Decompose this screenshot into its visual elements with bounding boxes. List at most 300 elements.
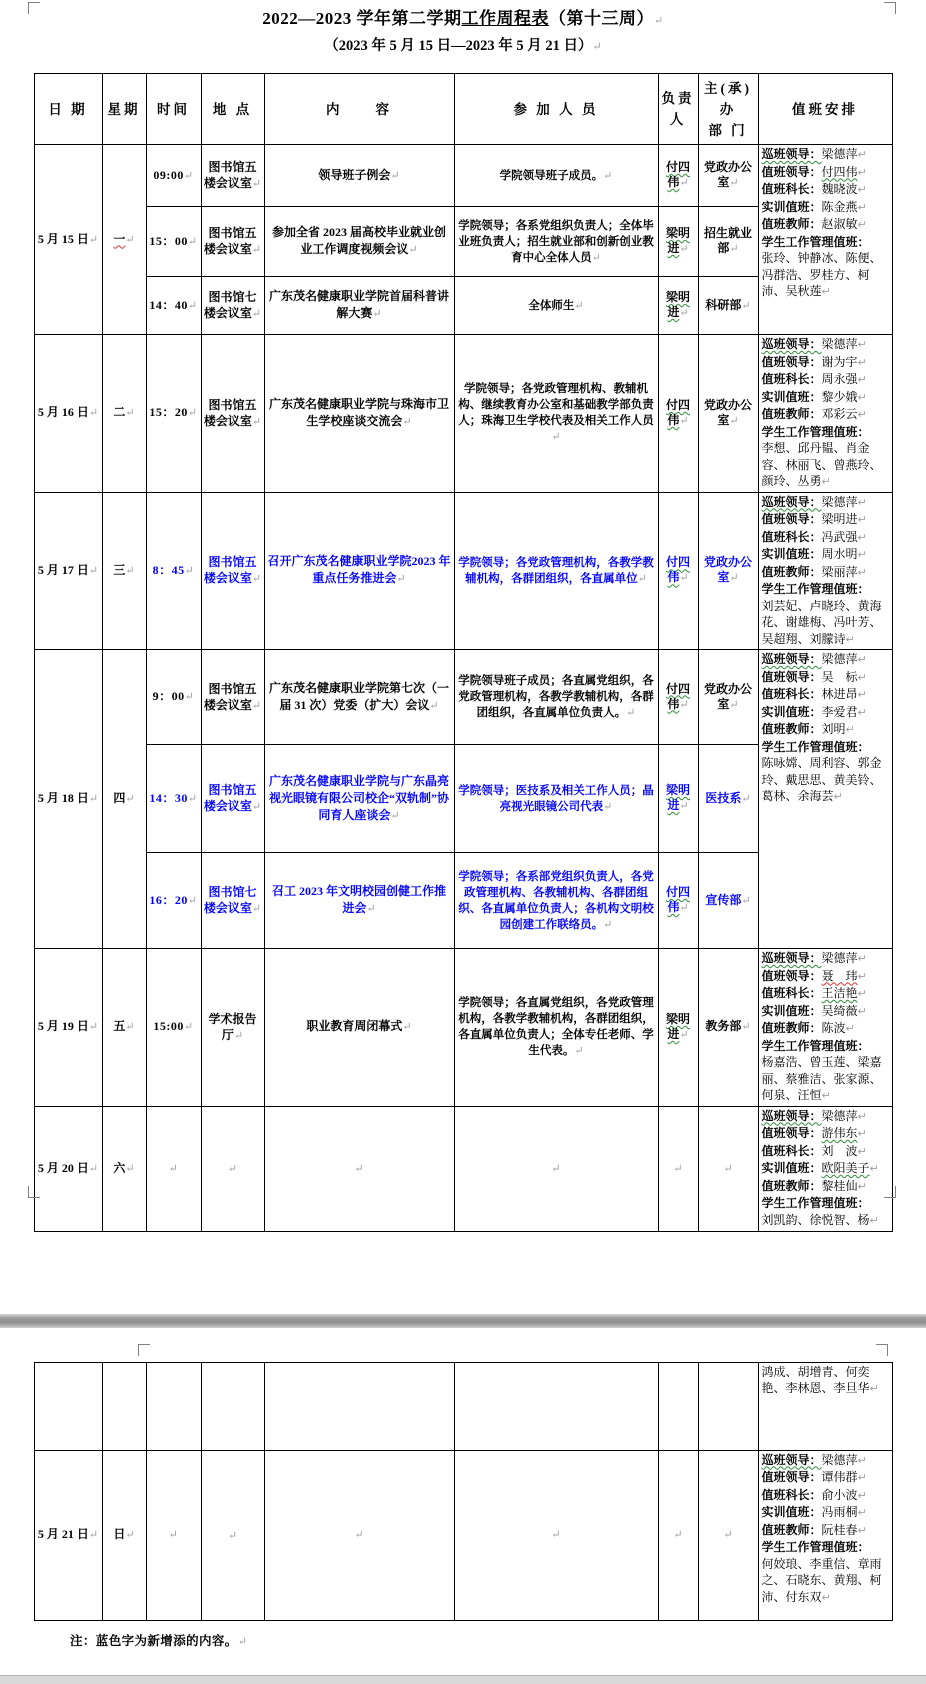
cell-weekday: [102, 1450, 146, 1620]
pilcrow-mark: ↵: [833, 790, 843, 803]
charge-text: 付四伟: [665, 885, 690, 914]
weekday-text: 六: [113, 1160, 126, 1175]
pilcrow-mark: ↵: [574, 299, 584, 312]
pilcrow-mark: ↵: [88, 233, 99, 246]
cell-time: [146, 1106, 201, 1231]
duty-section-chief-label: 值班科长：: [761, 1487, 822, 1502]
pilcrow-mark: ↵: [187, 792, 198, 805]
weekday-text: 四: [113, 791, 126, 805]
duty-patrol-leader-label: 巡班领导：: [761, 652, 822, 666]
pilcrow-mark: ↵: [729, 243, 739, 255]
duty-student-names: 何姣琅、李重信、章雨之、石晓东、黄翔、柯沛、付东双↵: [761, 1556, 882, 1604]
place-text: 图书馆五楼会议室: [203, 681, 257, 712]
date-text: 5 月 20 日: [37, 1160, 89, 1175]
pilcrow-mark: ↵: [125, 233, 135, 246]
col-header-duty: 值班安排: [758, 74, 892, 145]
time-text: 14：40: [149, 297, 188, 312]
duty-student-management: [762, 234, 890, 251]
cell-time: [146, 1362, 201, 1450]
duty-section-chief-name: 王洁艳: [821, 986, 858, 1000]
cell-place: [201, 1106, 264, 1231]
table-row: [34, 492, 892, 650]
window-footer-bar: [0, 1675, 926, 1684]
duty-student-management-label: 学生工作管理值班：: [761, 1196, 870, 1210]
col-header-content: 内 容: [264, 74, 454, 145]
pilcrow-mark: ↵: [88, 564, 99, 577]
pilcrow-mark: ↵: [857, 338, 867, 351]
cell-date: [34, 335, 102, 493]
cell-place: [201, 949, 264, 1107]
duty-teacher: [762, 406, 890, 424]
pilcrow-mark: ↵: [857, 1506, 867, 1519]
duty-shift-leader: [762, 968, 890, 986]
subtitle-text: （2023 年 5 月 15 日—2023 年 5 月 21 日）: [324, 38, 593, 54]
duty-patrol-leader-name: 梁德萍: [821, 494, 858, 509]
duty-teacher-name: 刘明: [821, 722, 846, 736]
duty-student-management-label: 学生工作管理值班：: [761, 234, 870, 249]
date-text: 5 月 19 日: [37, 1019, 89, 1034]
duty-shift-leader-name: 吴 标: [821, 669, 858, 684]
cell-charge: [658, 1362, 698, 1450]
cell-department: [698, 145, 758, 207]
pilcrow-mark: ↵: [857, 565, 867, 579]
pilcrow-mark: ↵: [857, 218, 867, 231]
pilcrow-mark: ↵: [857, 183, 867, 196]
pilcrow-mark: ↵: [237, 1635, 248, 1648]
time-text: ↵: [168, 1529, 179, 1541]
weekly-schedule-table-continued: [34, 1362, 893, 1621]
pilcrow-mark: ↵: [187, 894, 198, 907]
duty-training: [762, 389, 890, 407]
cell-place: [201, 492, 264, 650]
cell-time: [146, 1450, 201, 1620]
col-header-date: 日 期: [34, 74, 102, 145]
duty-teacher-label: 值班教师：: [761, 1522, 822, 1537]
place-text: 图书馆五楼会议室: [203, 397, 257, 428]
duty-student-management-label: 学生工作管理值班：: [761, 1540, 870, 1554]
duty-patrol-leader-name: 梁德萍: [821, 1452, 858, 1467]
crop-mark-bottom-right: [884, 1186, 896, 1198]
pilcrow-mark: ↵: [857, 1109, 867, 1123]
place-text: ↵: [227, 1529, 238, 1542]
duty-training-label: 实训值班：: [761, 1003, 822, 1018]
cell-place: [201, 207, 264, 277]
pilcrow-mark: ↵: [429, 699, 439, 712]
department-text: ↵: [723, 1529, 733, 1541]
place-text: 学术报告厅: [208, 1011, 257, 1042]
duty-section-chief-label: 值班科长：: [761, 372, 822, 386]
duty-shift-leader: [762, 164, 890, 182]
date-text: 5 月 15 日: [37, 231, 89, 246]
duty-teacher-name: 黎桂仙: [821, 1178, 858, 1193]
pilcrow-mark: ↵: [251, 801, 262, 813]
place-text: 图书馆五楼会议室: [203, 783, 257, 813]
cell-participants: [454, 207, 658, 277]
pilcrow-mark: ↵: [857, 495, 867, 509]
pilcrow-mark: ↵: [679, 572, 689, 585]
pilcrow-mark: ↵: [857, 148, 867, 161]
pilcrow-mark: ↵: [187, 407, 198, 420]
participants-text: 学院领导；各系党组织负责人；全体毕业班负责人；招生就业部和创新创业教育中心全体人员: [458, 219, 654, 264]
table-row: [34, 1362, 892, 1450]
table-header: [34, 74, 892, 145]
cell-charge: [658, 207, 698, 277]
cell-charge: [658, 949, 698, 1107]
duty-patrol-leader-label: 巡班领导：: [761, 951, 822, 965]
content-text: 广东茂名健康职业学院第七次（一届 31 次）党委（扩大）会议: [268, 680, 449, 712]
cell-charge: [658, 1450, 698, 1620]
duty-section-chief: [762, 181, 890, 199]
pilcrow-mark: ↵: [366, 903, 376, 915]
duty-teacher: [762, 1020, 890, 1038]
duty-section-chief: [762, 1487, 890, 1505]
table-row: [34, 1450, 892, 1620]
duty-student-management: [762, 581, 890, 598]
duty-student-names: 刘芸妃、卢晓玲、黄海花、谢雄梅、冯叶芳、吴超翔、刘朦诗↵: [761, 598, 882, 646]
duty-training: [762, 1504, 890, 1522]
pilcrow-mark: ↵: [857, 513, 867, 526]
table-body: [34, 145, 892, 1232]
page-bottom-margin: [0, 1232, 926, 1292]
duty-teacher-name: 陈波: [821, 1021, 846, 1035]
duty-section-chief-name: 冯武强: [821, 529, 858, 544]
duty-training: [762, 1160, 890, 1178]
charge-text: 梁明进: [665, 783, 690, 812]
duty-teacher-label: 值班教师：: [761, 1178, 822, 1193]
cell-department: [698, 1106, 758, 1231]
page-subtitle: [0, 34, 926, 59]
duty-teacher-label: 值班教师：: [761, 217, 822, 231]
cell-duty-arrangement: [758, 1362, 892, 1450]
duty-shift-leader-label: 值班领导：: [761, 354, 822, 369]
duty-teacher-label: 值班教师：: [761, 407, 822, 421]
duty-student-names: 张玲、钟静冰、陈便、冯群浩、罗桂方、柯沛、吴秋莲↵: [761, 251, 882, 298]
pilcrow-mark: ↵: [869, 1162, 879, 1175]
pilcrow-mark: ↵: [574, 1045, 584, 1058]
pilcrow-mark: ↵: [88, 1529, 99, 1541]
cell-place: [201, 745, 264, 853]
pilcrow-mark: ↵: [187, 299, 198, 312]
cell-department: [698, 745, 758, 853]
duty-section-chief-label: 值班科长：: [761, 529, 822, 544]
place-text: 图书馆五楼会议室: [203, 555, 257, 586]
table-row: [34, 650, 892, 745]
cell-duty-arrangement: [758, 949, 892, 1107]
pilcrow-mark: ↵: [679, 177, 689, 189]
duty-training-label: 实训值班：: [761, 199, 822, 214]
footnote: [70, 1631, 926, 1649]
pilcrow-mark: ↵: [845, 1022, 855, 1035]
pilcrow-mark: ↵: [603, 800, 613, 813]
cell-content: [264, 207, 454, 277]
pilcrow-mark: ↵: [857, 670, 867, 684]
pilcrow-mark: ↵: [88, 793, 99, 805]
duty-section-chief-label: 值班科长：: [761, 1143, 822, 1158]
crop-mark-bottom-left: [28, 1186, 40, 1198]
cell-weekday: [102, 335, 146, 493]
pilcrow-mark: ↵: [857, 705, 867, 719]
cell-content: [264, 853, 454, 949]
duty-section-chief-name: 周永强: [821, 372, 858, 386]
duty-teacher-label: 值班教师：: [761, 564, 822, 579]
pilcrow-mark: ↵: [857, 390, 867, 404]
cell-time: [146, 492, 201, 650]
department-text: 医技系: [705, 790, 742, 805]
participants-text: 学院领导；医技系及相关工作人员；晶亮视光眼镜公司代表: [458, 784, 654, 813]
cell-time: [146, 335, 201, 493]
charge-text: 梁明进: [665, 1011, 690, 1041]
weekday-text: 五: [113, 1019, 126, 1034]
cell-content: [264, 1106, 454, 1231]
cell-date: [34, 650, 102, 949]
cell-participants: [454, 1450, 658, 1620]
time-text: 15：20: [149, 405, 188, 420]
pilcrow-mark: ↵: [857, 408, 867, 421]
cell-charge: [658, 335, 698, 493]
duty-student-names: 刘凯韵、徐悦智、杨↵: [761, 1212, 879, 1227]
duty-training: [762, 704, 890, 722]
pilcrow-mark: ↵: [857, 653, 867, 666]
time-text: 09:00: [153, 167, 184, 182]
pilcrow-mark: ↵: [408, 244, 418, 256]
duty-student-names: 杨嘉浩、曾玉莲、梁嘉丽、蔡雅洁、张家源、何泉、汪恒↵: [761, 1055, 882, 1102]
duty-section-chief: [762, 985, 890, 1003]
cell-duty-arrangement: [758, 492, 892, 650]
pilcrow-mark: ↵: [125, 793, 135, 805]
cell-time: [146, 650, 201, 745]
duty-student-management-label: 学生工作管理值班：: [761, 739, 870, 754]
cell-participants: [454, 277, 658, 335]
cell-participants: [454, 853, 658, 949]
cell-participants: [454, 1362, 658, 1450]
duty-student-management: [762, 1038, 890, 1055]
department-text: 党政办公室: [703, 681, 752, 711]
pilcrow-mark: ↵: [821, 1590, 831, 1604]
page-break-separator: [0, 1314, 926, 1328]
duty-shift-leader-name: 谢为宇: [821, 354, 858, 369]
duty-training-name: 陈金燕: [821, 199, 858, 214]
cell-department: [698, 853, 758, 949]
duty-training-name: 周水明: [821, 547, 858, 561]
weekday-text: 日: [113, 1527, 126, 1541]
cell-charge: [658, 853, 698, 949]
pilcrow-mark: ↵: [679, 698, 689, 711]
table-row: [34, 335, 892, 493]
pilcrow-mark: ↵: [679, 243, 689, 255]
cell-participants: [454, 650, 658, 745]
duty-teacher-label: 值班教师：: [761, 722, 822, 736]
participants-text: 学院领导；各党政管理机构，各教学教辅机构，各群团组织，各直属单位: [458, 556, 654, 585]
crop-mark-top-right-2: [876, 1344, 888, 1356]
place-text: 图书馆五楼会议室: [203, 160, 257, 190]
duty-shift-leader: [762, 511, 890, 529]
duty-section-chief: [762, 371, 890, 389]
pilcrow-mark: ↵: [184, 691, 195, 703]
charge-line-2: 人: [669, 112, 687, 127]
table-row: [34, 949, 892, 1107]
pilcrow-mark: ↵: [857, 1179, 867, 1193]
crop-mark-top-left: [28, 2, 40, 14]
pilcrow-mark: ↵: [857, 952, 867, 965]
duty-shift-leader: [762, 354, 890, 372]
duty-shift-leader-label: 值班领导：: [761, 512, 822, 526]
title-tail: （第十三周）: [549, 9, 655, 28]
duty-training-name: 欧阳美子: [821, 1161, 870, 1175]
pilcrow-mark: ↵: [679, 307, 689, 319]
duty-teacher-name: 阮桂春: [821, 1522, 858, 1537]
duty-patrol-leader: [762, 1108, 890, 1126]
pilcrow-mark: ↵: [402, 415, 412, 428]
duty-section-chief: [762, 686, 890, 704]
duty-shift-leader-label: 值班领导：: [761, 669, 822, 684]
pilcrow-mark: ↵: [592, 41, 602, 53]
pilcrow-mark: ↵: [869, 1382, 879, 1395]
cell-department: [698, 650, 758, 745]
pilcrow-mark: ↵: [125, 1021, 135, 1034]
department-text: 党政办公室: [703, 397, 752, 427]
content-text: 广东茂名健康职业学院与珠海市卫生学校座谈交流会: [268, 396, 449, 428]
table-row: [34, 1106, 892, 1231]
department-text: 招生就业部: [703, 226, 752, 255]
date-text: 5 月 17 日: [37, 562, 89, 577]
duty-training: [762, 199, 890, 217]
charge-text: 梁明进: [665, 226, 690, 255]
duty-patrol-leader-name: 梁德萍: [821, 337, 858, 351]
charge-text: 付四伟: [665, 160, 690, 189]
duty-section-chief-label: 值班科长：: [761, 986, 822, 1000]
col-header-place: 地 点: [201, 74, 264, 145]
duty-patrol-leader-name: 梁德萍: [821, 1108, 858, 1123]
cell-place: [201, 650, 264, 745]
col-header-charge: [658, 74, 698, 145]
duty-student-management-label: 学生工作管理值班：: [761, 424, 870, 439]
cell-time: [146, 277, 201, 335]
pilcrow-mark: ↵: [88, 1162, 99, 1175]
pilcrow-mark: ↵: [251, 903, 262, 915]
duty-student-management-label: 学生工作管理值班：: [761, 582, 870, 596]
pilcrow-mark: ↵: [233, 1029, 244, 1042]
duty-training-name: 李爱君: [821, 704, 858, 719]
cell-participants: [454, 335, 658, 493]
charge-text: 付四伟: [665, 681, 690, 711]
duty-patrol-leader-label: 巡班领导：: [761, 1108, 822, 1123]
pilcrow-mark: ↵: [551, 431, 561, 444]
cell-date: [34, 1106, 102, 1231]
crop-mark-top-right: [884, 2, 896, 14]
pilcrow-mark: ↵: [679, 414, 689, 427]
pilcrow-mark: ↵: [741, 1021, 751, 1034]
pilcrow-mark: ↵: [845, 723, 855, 736]
duty-training-name: 吴绮薇: [821, 1003, 858, 1018]
cell-duty-arrangement: [758, 1106, 892, 1231]
pilcrow-mark: ↵: [251, 308, 262, 320]
pilcrow-mark: ↵: [729, 698, 739, 711]
pilcrow-mark: ↵: [187, 235, 198, 248]
duty-teacher: [762, 1522, 890, 1540]
cell-weekday: [102, 650, 146, 949]
content-text: 广东茂名健康职业学院首届科普讲解大赛: [268, 289, 449, 320]
pilcrow-mark: ↵: [741, 792, 751, 805]
content-text: ↵: [354, 1529, 364, 1541]
title-underlined: 工作周程表: [461, 9, 550, 28]
pilcrow-mark: ↵: [857, 969, 867, 983]
charge-line-1: 负责: [661, 91, 695, 106]
duty-shift-leader-label: 值班领导：: [761, 1470, 822, 1484]
place-text: 图书馆七楼会议室: [203, 885, 257, 915]
duty-training-label: 实训值班：: [761, 389, 822, 404]
duty-training: [762, 1003, 890, 1021]
col-header-weekday: 星期: [102, 74, 146, 145]
pilcrow-mark: ↵: [729, 414, 739, 427]
footnote-text: 注：蓝色字为新增添的内容。: [70, 1633, 238, 1648]
time-text: ↵: [168, 1162, 179, 1175]
pilcrow-mark: ↵: [396, 573, 406, 586]
pilcrow-mark: ↵: [857, 1523, 867, 1537]
duty-section-chief-name: 魏晓波: [821, 182, 858, 196]
pilcrow-mark: ↵: [857, 1488, 867, 1502]
pilcrow-mark: ↵: [741, 299, 751, 312]
duty-teacher: [762, 216, 890, 234]
cell-content: [264, 949, 454, 1107]
pilcrow-mark: ↵: [603, 169, 613, 182]
cell-content: [264, 335, 454, 493]
content-text: 召工 2023 年文明校园创健工作推进会: [271, 884, 446, 915]
cell-department: [698, 207, 758, 277]
time-text: 15:00: [153, 1019, 184, 1034]
duty-training-label: 实训值班：: [761, 1505, 822, 1519]
time-text: 9：00: [152, 689, 185, 703]
duty-patrol-leader: [762, 1452, 890, 1470]
duty-section-chief-name: 俞小波: [821, 1487, 858, 1502]
cell-content: [264, 145, 454, 207]
pilcrow-mark: ↵: [251, 415, 262, 428]
pilcrow-mark: ↵: [88, 407, 99, 420]
pilcrow-mark: ↵: [591, 251, 601, 264]
cell-department: [698, 492, 758, 650]
content-text: 参加全省 2023 届高校毕业就业创业工作调度视频会议: [271, 225, 446, 256]
dept-line-2: 部 门: [708, 122, 748, 138]
cell-participants: [454, 949, 658, 1107]
pilcrow-mark: ↵: [184, 564, 195, 577]
content-text: 召开广东茂名健康职业学院2023 年重点任务推进会: [267, 554, 451, 586]
cell-charge: [658, 277, 698, 335]
cell-place: [201, 145, 264, 207]
col-header-participants: 参 加 人 员: [454, 74, 658, 145]
pilcrow-mark: ↵: [857, 987, 867, 1000]
content-text: 职业教育周闭幕式: [306, 1019, 403, 1034]
duty-shift-leader-name: 付四伟: [821, 164, 858, 179]
pilcrow-mark: ↵: [729, 177, 739, 189]
date-text: 5 月 16 日: [37, 405, 89, 420]
table-body-continued: [34, 1362, 892, 1620]
cell-participants: [454, 1106, 658, 1231]
charge-text: ↵: [673, 1162, 683, 1175]
pilcrow-mark: ↵: [637, 572, 647, 585]
participants-text: 全体师生: [528, 299, 575, 312]
duty-shift-leader: [762, 1469, 890, 1487]
participants-text: 学院领导班子成员。: [499, 169, 604, 182]
pilcrow-mark: ↵: [251, 178, 262, 190]
department-text: 教务部: [705, 1019, 742, 1034]
pilcrow-mark: ↵: [125, 1529, 135, 1541]
pilcrow-mark: ↵: [654, 15, 664, 27]
pilcrow-mark: ↵: [857, 530, 867, 544]
pilcrow-mark: ↵: [857, 165, 867, 179]
pilcrow-mark: ↵: [603, 918, 613, 931]
duty-teacher: [762, 564, 890, 582]
time-text: 14：30: [149, 790, 188, 805]
cell-time: [146, 853, 201, 949]
